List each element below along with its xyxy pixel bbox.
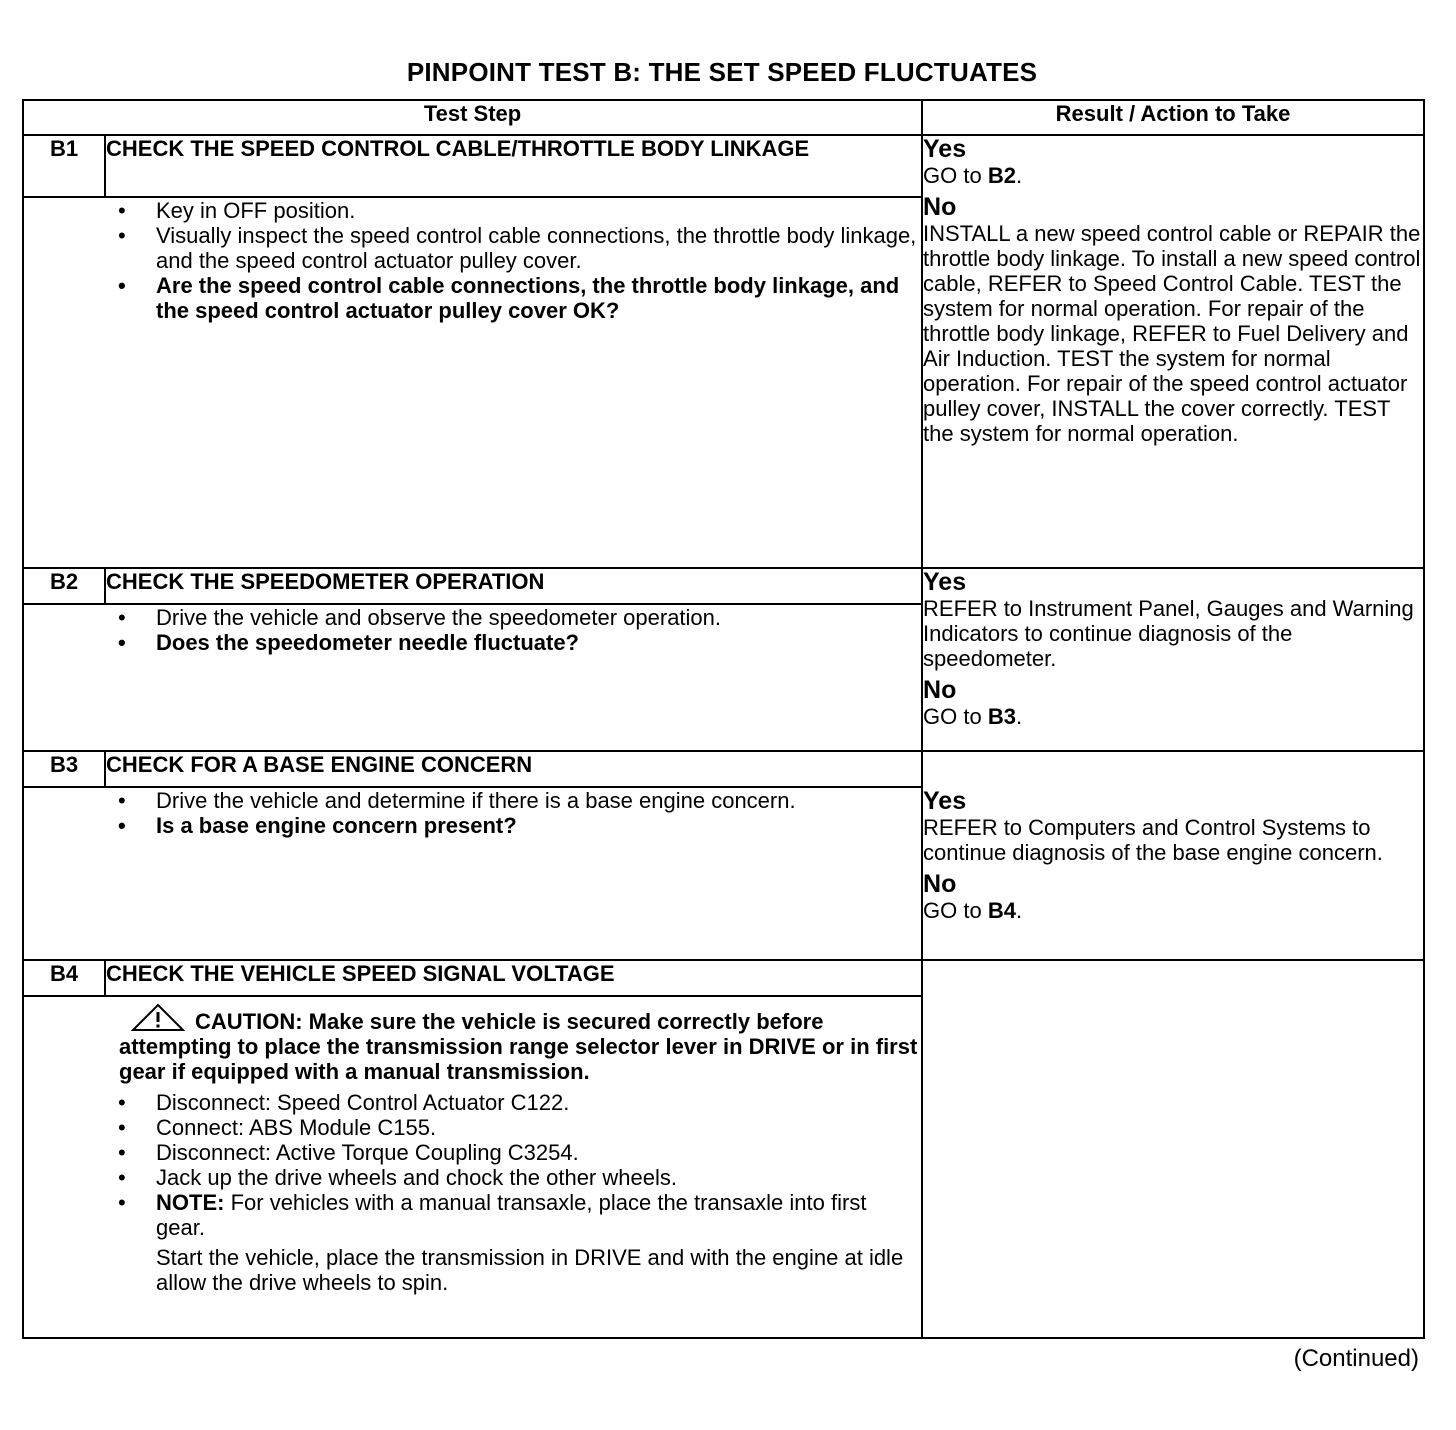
no-action: GO to B4. — [923, 898, 1023, 923]
step-b3-title-row — [23, 751, 1424, 787]
step-body — [23, 787, 922, 960]
list-item-note: • NOTE: For vehicles with a manual transaxle, place the transaxle into first gear. — [118, 1190, 867, 1240]
step-reference-link: B4 — [987, 898, 1016, 923]
step-title: CHECK THE SPEEDOMETER OPERATION — [105, 568, 922, 604]
list-item: • Visually inspect the speed control cable connections, the throttle body linkage, and the speed control actuator pulley cover. — [118, 223, 917, 273]
step-id: B3 — [23, 751, 105, 787]
page-title: PINPOINT TEST B: THE SET SPEED FLUCTUATES — [406, 57, 1038, 87]
note-label: NOTE: — [156, 1190, 225, 1215]
bullet-icon: • — [118, 198, 126, 223]
bullet-icon: • — [118, 1165, 126, 1190]
yes-label: Yes — [923, 787, 967, 815]
list-item: • Drive the vehicle and determine if there is a base engine concern. — [118, 788, 796, 813]
step-id: B4 — [23, 960, 105, 996]
bullet-icon: • — [118, 1090, 126, 1115]
step-b3-result — [922, 751, 1424, 960]
list-item: • Drive the vehicle and observe the speedometer operation. — [118, 605, 722, 630]
step-reference-link: B2 — [987, 163, 1016, 188]
pinpoint-test-table — [22, 99, 1425, 1339]
bullet-icon: • — [118, 788, 126, 813]
yes-label: Yes — [923, 135, 967, 163]
bullet-icon: • — [118, 813, 126, 838]
step-b4-title-row — [23, 960, 1424, 996]
step-title: CHECK THE SPEED CONTROL CABLE/THROTTLE BODY LINKAGE — [105, 135, 922, 197]
yes-action: REFER to Instrument Panel, Gauges and Warning Indicators to continue diagnosis of the speedometer. — [923, 596, 1414, 671]
bullet-icon: • — [118, 1115, 126, 1140]
bullet-icon: • — [118, 630, 126, 655]
list-item-question: • Does the speedometer needle fluctuate? — [118, 630, 579, 655]
start-instruction: Start the vehicle, place the transmission in DRIVE and with the engine at idle allow the drive wheels to spin. — [156, 1245, 904, 1295]
step-title: CHECK FOR A BASE ENGINE CONCERN — [105, 751, 922, 787]
caution-text: CAUTION: Make sure the vehicle is secured correctly before attempting to place the transmission range selector lever in DRIVE or in first gear if equipped with a manual transmission. — [119, 1009, 918, 1084]
yes-action: GO to B2. — [923, 163, 1023, 188]
list-item-question: • Is a base engine concern present? — [118, 813, 517, 838]
bullet-icon: • — [118, 1140, 126, 1165]
list-item: • Disconnect: Active Torque Coupling C3254. — [118, 1140, 579, 1165]
list-item: • Jack up the drive wheels and chock the other wheels. — [118, 1165, 677, 1190]
caution-note — [24, 1003, 921, 1084]
header-result: Result / Action to Take — [922, 100, 1424, 135]
no-label: No — [923, 676, 957, 704]
yes-action: REFER to Computers and Control Systems to continue diagnosis of the base engine concern. — [923, 815, 1383, 865]
step-title: CHECK THE VEHICLE SPEED SIGNAL VOLTAGE — [105, 960, 922, 996]
step-b4-result — [922, 960, 1424, 1338]
yes-label: Yes — [923, 568, 967, 596]
no-action: GO to B3. — [923, 704, 1023, 729]
list-item: • Connect: ABS Module C155. — [118, 1115, 437, 1140]
header-test-step: Test Step — [23, 100, 922, 135]
list-item: • Key in OFF position. — [118, 198, 356, 223]
bullet-icon: • — [118, 605, 126, 630]
step-b2-result — [922, 568, 1424, 751]
bullet-icon: • — [118, 223, 126, 248]
step-body — [23, 996, 922, 1338]
table-header-row — [23, 100, 1424, 135]
no-label: No — [923, 870, 957, 898]
step-reference-link: B3 — [987, 704, 1016, 729]
warning-triangle-icon — [131, 1003, 185, 1033]
step-id: B1 — [23, 135, 105, 197]
no-action: INSTALL a new speed control cable or REPAIR the throttle body linkage. To install a new speed control cable, REFER to Speed Control Cable. TEST the system for normal operation. For repair of the throttle body linkage, REFER to Fuel Delivery and Air Induction. TEST the system for normal operation. For repair of the speed control actuator pulley cover, INSTALL the cover correctly. TEST the system for normal operation. — [923, 221, 1421, 446]
bullet-icon: • — [118, 273, 126, 298]
step-id: B2 — [23, 568, 105, 604]
step-body — [23, 604, 922, 751]
bullet-icon: • — [118, 1190, 126, 1215]
step-b1-result — [922, 135, 1424, 568]
list-item: • Disconnect: Speed Control Actuator C122. — [118, 1090, 570, 1115]
step-b1-title-row — [23, 135, 1424, 197]
step-b2-title-row — [23, 568, 1424, 604]
no-label: No — [923, 193, 957, 221]
list-item-question: • Are the speed control cable connections, the throttle body linkage, and the speed control actuator pulley cover OK? — [118, 273, 900, 323]
continued-label: (Continued) — [1293, 1345, 1419, 1372]
step-body — [23, 197, 922, 568]
